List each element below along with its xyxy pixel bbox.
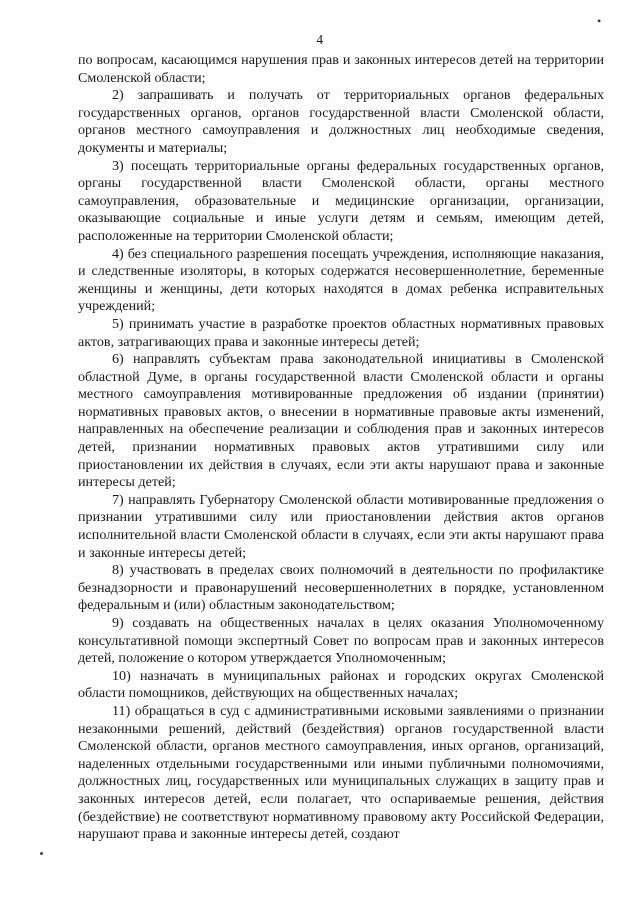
page-number: 4 [316, 32, 324, 47]
paragraph-item-3: 3) посещать территориальные органы федеральных государственных органов, органы государственной власти Смоленской области, органы местного самоуправления, образовательные и медицинские организации, организации, оказывающие социальные и иные услуги детям и семьям, имеющим детей, расположенные на территории Смоленской области; [78, 157, 604, 244]
document-body [78, 52, 604, 844]
paragraph-item-9: 9) создавать на общественных началах в целях оказания Уполномоченному консультативной помощи экспертный Совет по вопросам прав и законных интересов детей, положение о котором утверждается Уполномоченным; [78, 615, 604, 667]
paragraph-item-10: 10) назначать в муниципальных районах и городских округах Смоленской области помощников, действующих на общественных началах; [78, 667, 604, 702]
paragraph-item-8: 8) участвовать в пределах своих полномочий в деятельности по профилактике безнадзорности и правонарушений несовершеннолетних в порядке, установленном федеральным и (или) областным законодательством; [78, 562, 604, 614]
paragraph-item-5: 5) принимать участие в разработке проектов областных нормативных правовых актов, затрагивающих права и законные интересы детей; [78, 315, 604, 350]
paragraph-item-2: 2) запрашивать и получать от территориальных органов федеральных государственных органов, органов государственной власти Смоленской области, органов местного самоуправления и должностных лиц необходимые сведения, документы и материалы; [78, 87, 604, 156]
paragraph-item-11: 11) обращаться в суд с административными исковыми заявлениями о признании незаконными решений, действий (бездействия) органов государственной власти Смоленской области, органов местного самоуправления, иных органов, организаций, наделенных отдельными государственными или иными публичными полномочиями, должностных лиц, государственных или муниципальных служащих в защиту прав и законных интересов детей, если полагает, что оспариваемые решения, действия (бездействие) не соответствуют нормативному правовому акту Российской Федерации, нарушают права и законные интересы детей, создают [78, 702, 604, 843]
corner-mark: • [597, 14, 602, 28]
scan-artifact [40, 852, 43, 855]
paragraph-item-4: 4) без специального разрешения посещать учреждения, исполняющие наказания, и следственные изоляторы, в которых содержатся несовершеннолетние, беременные женщины и женщины, дети которых находятся в домах ребенка исправительных учреждений; [78, 245, 604, 315]
paragraph-item-7: 7) направлять Губернатору Смоленской области мотивированные предложения о признании утратившими силу или приостановлении действия актов органов исполнительной власти Смоленской области в случаях, если эти акты нарушают права и законные интересы детей; [78, 491, 604, 561]
paragraph-continuation: по вопросам, касающимся нарушения прав и законных интересов детей на территории Смоленской области; [78, 52, 604, 86]
paragraph-item-6: 6) направлять субъектам права законодательной инициативы в Смоленской областной Думе, в органы государственной власти Смоленской области и органы местного самоуправления мотивированные предложения об издании (принятии) нормативных правовых актов, о внесении в нормативные правовые акты изменений, направленных на обеспечение реализации и соблюдения прав и законных интересов детей, признании нормативных правовых актов утратившими силу или приостановлении их действия в случаях, если эти акты нарушают права и законные интересы детей; [78, 351, 604, 491]
